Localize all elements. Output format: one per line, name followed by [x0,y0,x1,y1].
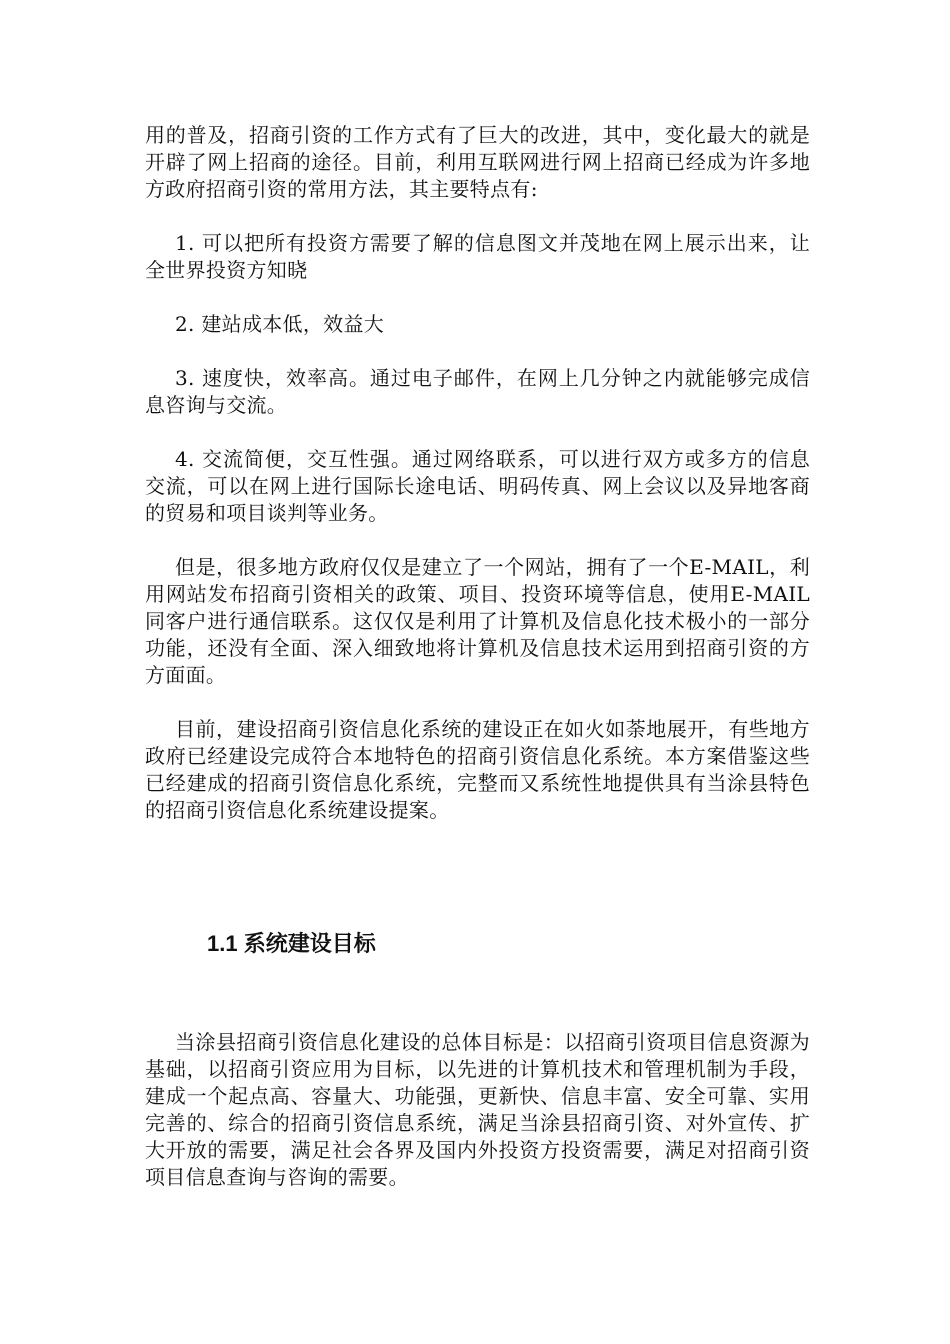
section-paragraph: 当涂县招商引资信息化建设的总体目标是：以招商引资项目信息资源为基础，以招商引资应用为目标，以先进的计算机技术和管理机制为手段，建成一个起点高、容量大、功能强，更新快、信息丰富、安全可靠、实用完善的、综合的招商引资信息系统，满足当涂县招商引资、对外宣传、扩大开放的需要，满足社会各界及国内外投资方投资需要，满足对招商引资项目信息查询与咨询的需要。 [145,1030,810,1189]
intro-paragraph: 用的普及，招商引资的工作方式有了巨大的改进，其中，变化最大的就是开辟了网上招商的途径。目前，利用互联网进行网上招商已经成为许多地方政府招商引资的常用方法，其主要特点有: [145,123,810,201]
feature-item-3: 3. 速度快，效率高。通过电子邮件，在网上几分钟之内就能够完成信息咨询与交流。 [145,366,810,417]
paragraph-however: 但是，很多地方政府仅仅是建立了一个网站，拥有了一个E-MAIL，利用网站发布招商引资相关的政策、项目、投资环境等信息，使用E-MAIL同客户进行通信联系。这仅仅是利用了计算机及信息化技术极小的一部分功能，还没有全面、深入细致地将计算机及信息技术运用到招商引资的方方面面。 [145,555,810,687]
feature-item-2: 2. 建站成本低，效益大 [175,312,385,336]
paragraph-current: 目前，建设招商引资信息化系统的建设正在如火如荼地展开，有些地方政府已经建设完成符合本地特色的招商引资信息化系统。本方案借鉴这些已经建成的招商引资信息化系统，完整而又系统性地提供具有当涂县特色的招商引资信息化系统建设提案。 [145,717,810,822]
feature-item-1: 1. 可以把所有投资方需要了解的信息图文并茂地在网上展示出来，让全世界投资方知晓 [145,231,810,282]
section-heading: 1.1 系统建设目标 [207,931,376,956]
document-page [145,122,810,1191]
feature-item-4: 4. 交流简便，交互性强。通过网络联系，可以进行双方或多方的信息交流，可以在网上进行国际长途电话、明码传真、网上会议以及异地客商的贸易和项目谈判等业务。 [145,447,810,525]
